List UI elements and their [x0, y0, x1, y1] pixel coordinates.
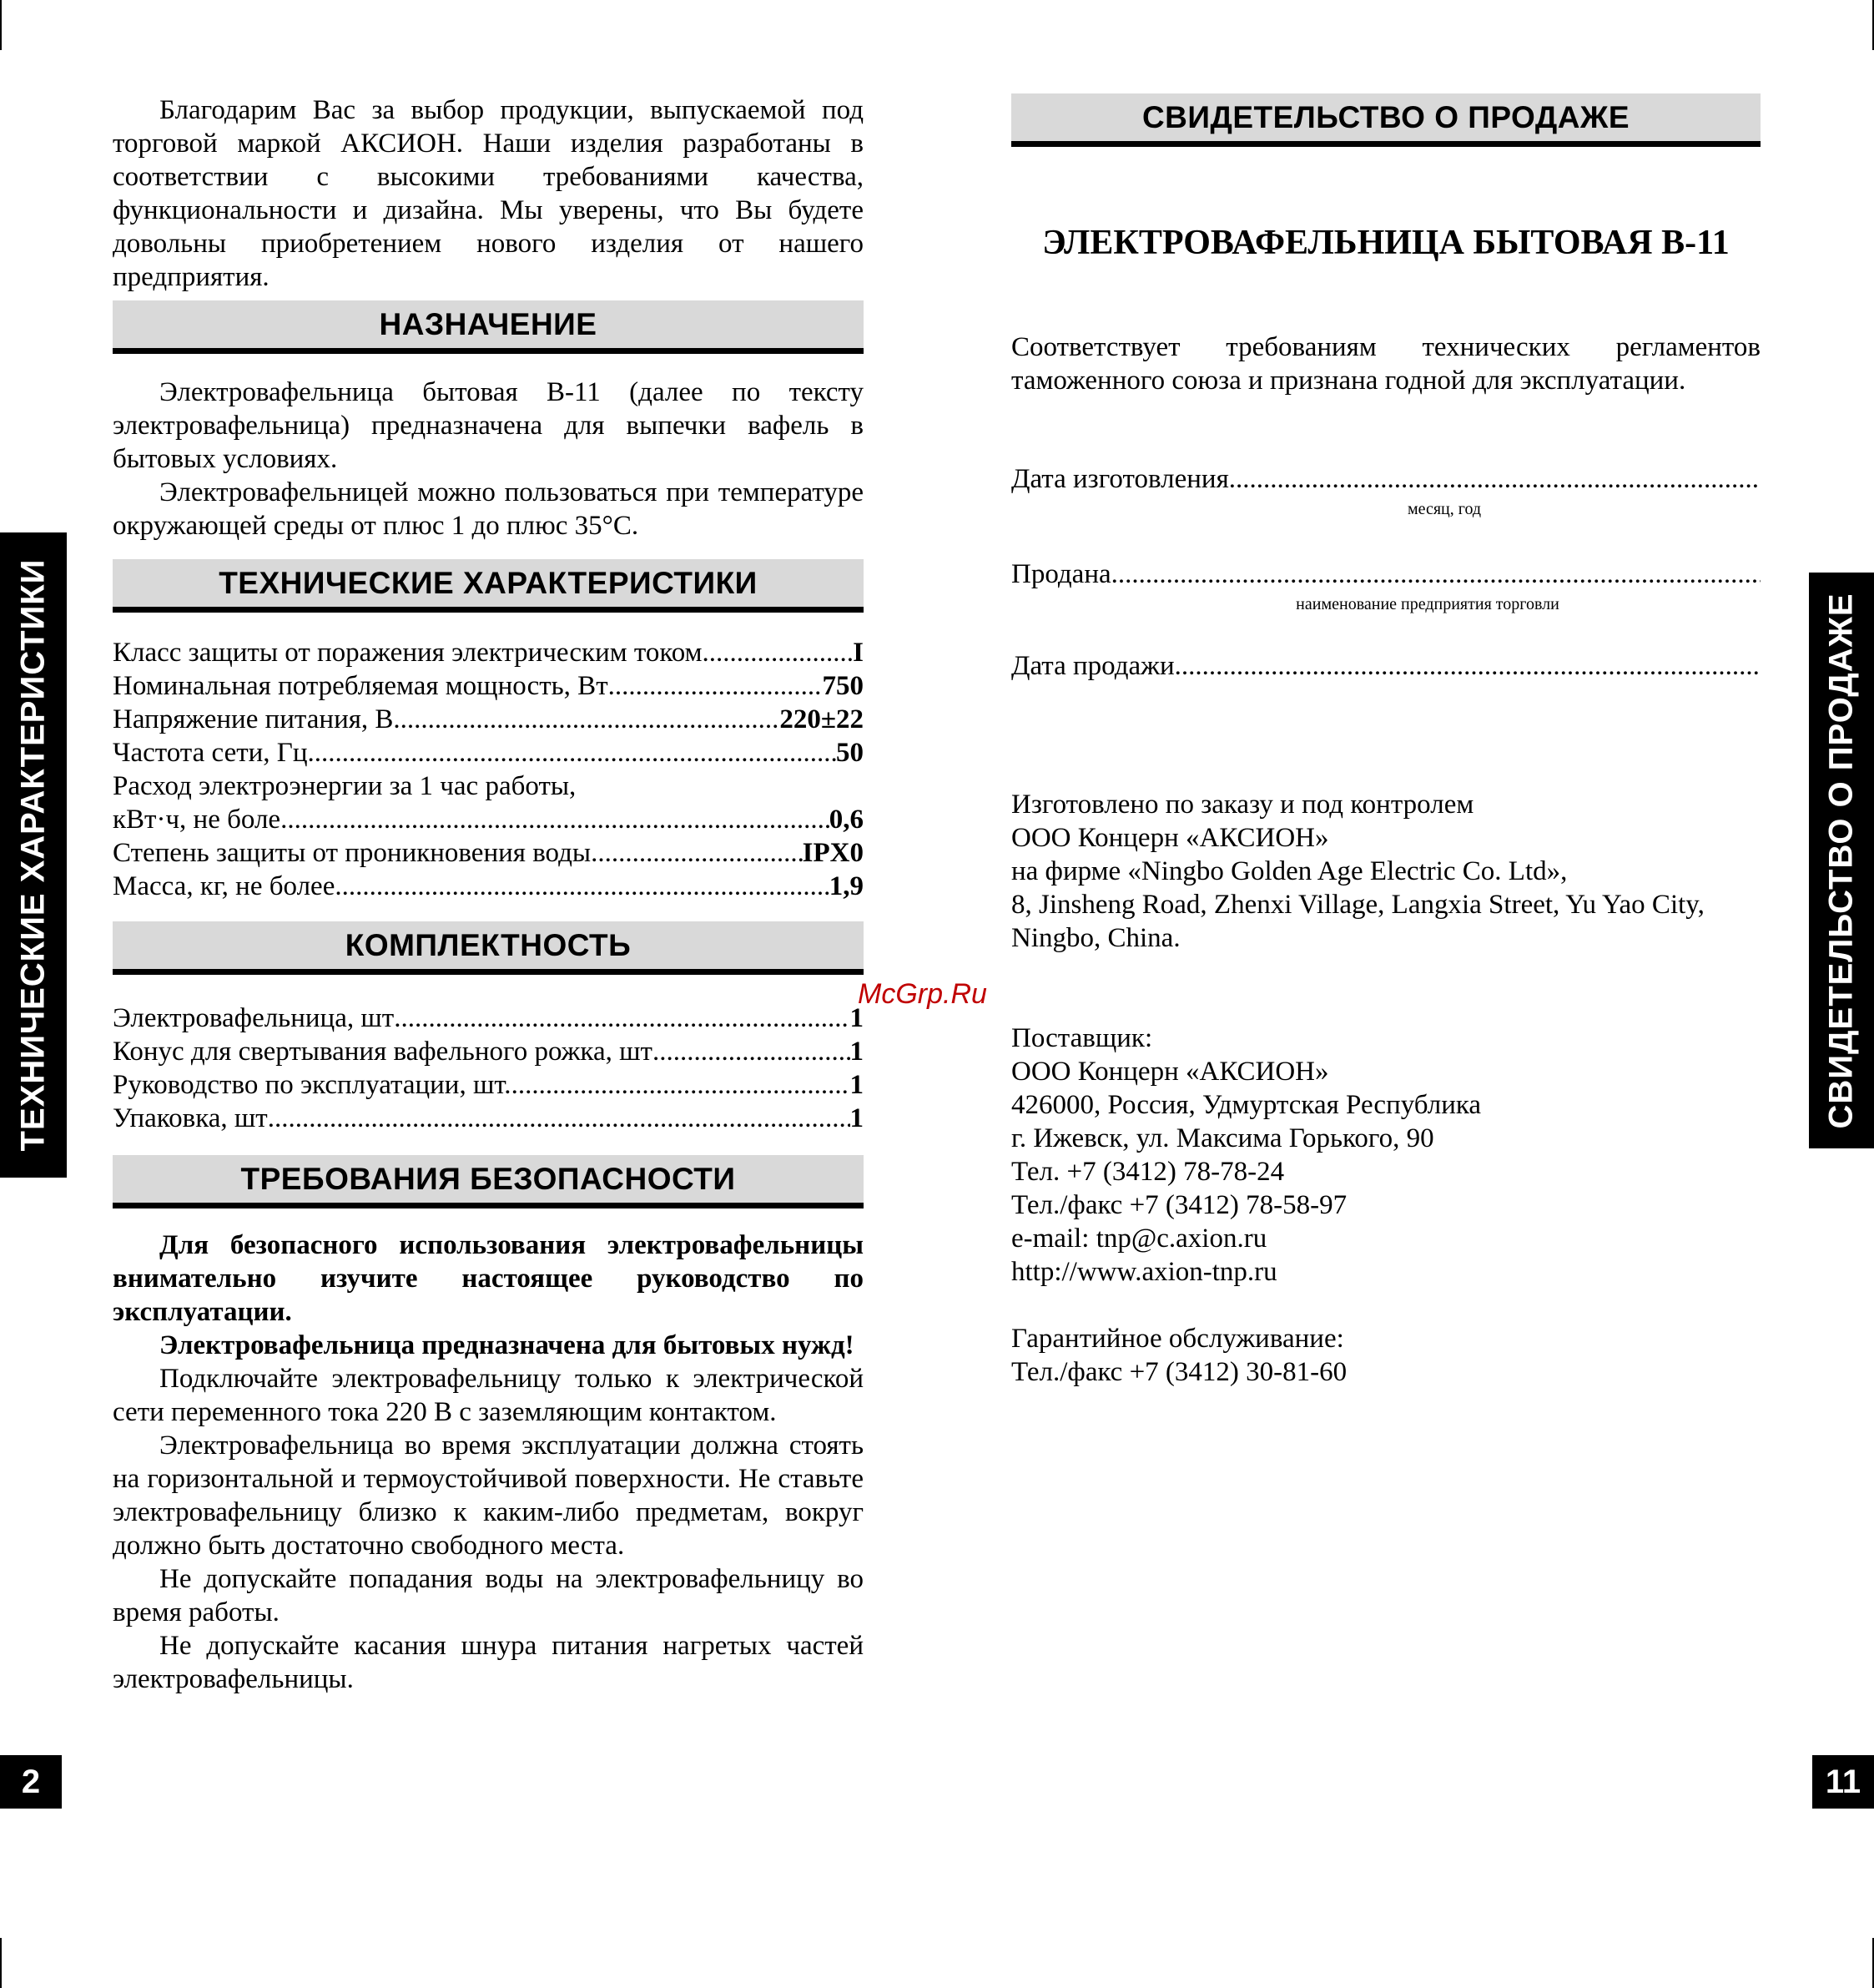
manufacturer-line: ООО Концерн «АКСИОН»: [1011, 823, 1329, 853]
left-page: [113, 93, 864, 1696]
spec-label: Частота сети, Гц: [113, 738, 308, 768]
kit-value: 1: [849, 1037, 864, 1067]
compliance-text: Соответствует требованиям технических регламентов таможенного союза и признана годной для эксплуатации.: [1011, 332, 1761, 396]
crop-mark-top-left: [0, 0, 2, 50]
right-side-tab: [1809, 573, 1874, 1148]
sale-date-label: Дата продажи: [1011, 651, 1175, 681]
safety-bold-paragraph-1: Для безопасного использования электровафельницы внимательно изучите настоящее руководство по эксплуатации.: [113, 1230, 864, 1327]
kit-row: [113, 1102, 864, 1135]
right-page: [1011, 93, 1761, 1389]
manufacturer-line: Изготовлено по заказу и под контролем: [1011, 790, 1474, 820]
safety-bold-paragraph-2: Электровафельница предназначена для бытовых нужд!: [159, 1330, 854, 1360]
kit-row: [113, 1068, 864, 1102]
spec-row: [113, 703, 864, 736]
manufacture-date-field: [1011, 462, 1761, 519]
spec-value: IPX0: [802, 838, 864, 868]
manufacturer-line: Ningbo, China.: [1011, 923, 1181, 953]
supplier-email: e-mail: tnp@c.axion.ru: [1011, 1224, 1267, 1254]
specs-list: [113, 636, 864, 903]
spec-row: [113, 736, 864, 769]
manufacturer-block: [1011, 788, 1761, 955]
supplier-website: http://www.axion-tnp.ru: [1011, 1257, 1277, 1287]
sold-field: [1011, 558, 1761, 614]
spec-row-energy-line: [113, 769, 864, 803]
sale-date-field: [1011, 649, 1761, 683]
kit-label: Руководство по эксплуатации, шт.: [113, 1070, 511, 1100]
spec-value: 0,6: [829, 805, 864, 835]
sale-certificate-heading: СВИДЕТЕЛЬСТВО О ПРОДАЖЕ: [1011, 93, 1761, 147]
manufacture-date-label: Дата изготовления: [1011, 464, 1229, 494]
spec-label: кВт·ч, не боле: [113, 805, 281, 835]
sold-row: [1011, 558, 1761, 591]
kit-list: [113, 1002, 864, 1135]
kit-value: 1: [849, 1003, 864, 1033]
kit-label: Упаковка, шт: [113, 1103, 268, 1133]
safety-paragraph-2: Электровафельница во время эксплуатации должна стоять на горизонтальной и термоустойчивой поверхности. Не ставьте электровафельницу близко к каким-либо предметам, вокруг должно быть достаточно свободного места.: [113, 1430, 864, 1561]
spec-value: I: [853, 638, 864, 668]
spec-label: Масса, кг, не более: [113, 871, 335, 901]
supplier-phone: Тел. +7 (3412) 78-78-24: [1011, 1157, 1285, 1187]
supplier-fax: Тел./факс +7 (3412) 78-58-97: [1011, 1190, 1348, 1220]
spec-label: Номинальная потребляемая мощность, Вт: [113, 671, 608, 701]
warranty-block: [1011, 1322, 1761, 1389]
page-number-right: 11: [1812, 1755, 1874, 1809]
sale-date-row: [1011, 649, 1761, 683]
spec-value: 50: [836, 738, 864, 768]
spec-value: 220±22: [779, 704, 864, 734]
kit-heading: КОМПЛЕКТНОСТЬ: [113, 921, 864, 975]
supplier-name: ООО Концерн «АКСИОН»: [1011, 1057, 1329, 1087]
spec-row: [113, 669, 864, 703]
spec-label: Класс защиты от поражения электрическим током: [113, 638, 703, 668]
sold-hint: наименование предприятия торговли: [1296, 595, 1559, 613]
kit-value: 1: [849, 1070, 864, 1100]
spec-row: [113, 870, 864, 903]
purpose-heading: НАЗНАЧЕНИЕ: [113, 300, 864, 354]
left-side-tab: [0, 532, 67, 1178]
page-number-left: 2: [0, 1755, 62, 1809]
supplier-title: Поставщик:: [1011, 1023, 1153, 1053]
supplier-address: г. Ижевск, ул. Максима Горького, 90: [1011, 1123, 1434, 1153]
manufacture-date-hint: месяц, год: [1407, 500, 1482, 518]
supplier-address: 426000, Россия, Удмуртская Республика: [1011, 1090, 1482, 1120]
spec-label: Степень защиты от проникновения воды: [113, 838, 592, 868]
intro-paragraph: Благодарим Вас за выбор продукции, выпускаемой под торговой маркой АКСИОН. Наши изделия разработаны в соответствии с высокими требованиями качества, функциональности и дизайна. Мы уверены, что Вы будете довольны приобретением нового изделия от нашего предприятия.: [113, 95, 864, 292]
right-side-tab-label: СВИДЕТЕЛЬСТВО О ПРОДАЖЕ: [1822, 592, 1860, 1129]
spec-label: Расход электроэнергии за 1 час работы,: [113, 771, 577, 801]
safety-paragraph-4: Не допускайте касания шнура питания нагретых частей электровафельницы.: [113, 1631, 864, 1694]
manufacturer-line: на фирме «Ningbo Golden Age Electric Co. Ltd»,: [1011, 856, 1568, 886]
watermark: McGrp.Ru: [858, 978, 987, 1010]
left-side-tab-label: ТЕХНИЧЕСКИЕ ХАРАКТЕРИСТИКИ: [14, 558, 52, 1152]
kit-row: [113, 1035, 864, 1068]
warranty-phone: Тел./факс +7 (3412) 30-81-60: [1011, 1357, 1348, 1387]
supplier-block: [1011, 1022, 1761, 1289]
spec-row: [113, 636, 864, 669]
spec-label: Напряжение питания, В: [113, 704, 394, 734]
safety-paragraph-3: Не допускайте попадания воды на электровафельницу во время работы.: [113, 1564, 864, 1627]
sold-label: Продана: [1011, 559, 1111, 589]
purpose-paragraph-2: Электровафельницей можно пользоваться при температуре окружающей среды от плюс 1 до плюс 35°С.: [113, 477, 864, 541]
kit-label: Электровафельница, шт: [113, 1003, 395, 1033]
kit-value: 1: [849, 1103, 864, 1133]
warranty-title: Гарантийное обслуживание:: [1011, 1324, 1344, 1354]
product-title: ЭЛЕКТРОВАФЕЛЬНИЦА БЫТОВАЯ В-11: [1042, 224, 1730, 262]
kit-row: [113, 1002, 864, 1035]
crop-mark-bottom-left: [0, 1938, 2, 1988]
spec-value: 750: [822, 671, 864, 701]
spec-row: [113, 803, 864, 836]
spec-value: 1,9: [829, 871, 864, 901]
manufacturer-line: 8, Jinsheng Road, Zhenxi Village, Langxia Street, Yu Yao City,: [1011, 890, 1705, 920]
manufacture-date-row: [1011, 462, 1761, 496]
spec-row: [113, 836, 864, 870]
safety-paragraph-1: Подключайте электровафельницу только к электрической сети переменного тока 220 В с заземляющим контактом.: [113, 1364, 864, 1427]
specs-heading: ТЕХНИЧЕСКИЕ ХАРАКТЕРИСТИКИ: [113, 559, 864, 613]
purpose-paragraph-1: Электровафельница бытовая В-11 (далее по тексту электровафельница) предназначена для выпечки вафель в бытовых условиях.: [113, 377, 864, 474]
kit-label: Конус для свертывания вафельного рожка, шт: [113, 1037, 652, 1067]
safety-heading: ТРЕБОВАНИЯ БЕЗОПАСНОСТИ: [113, 1155, 864, 1208]
